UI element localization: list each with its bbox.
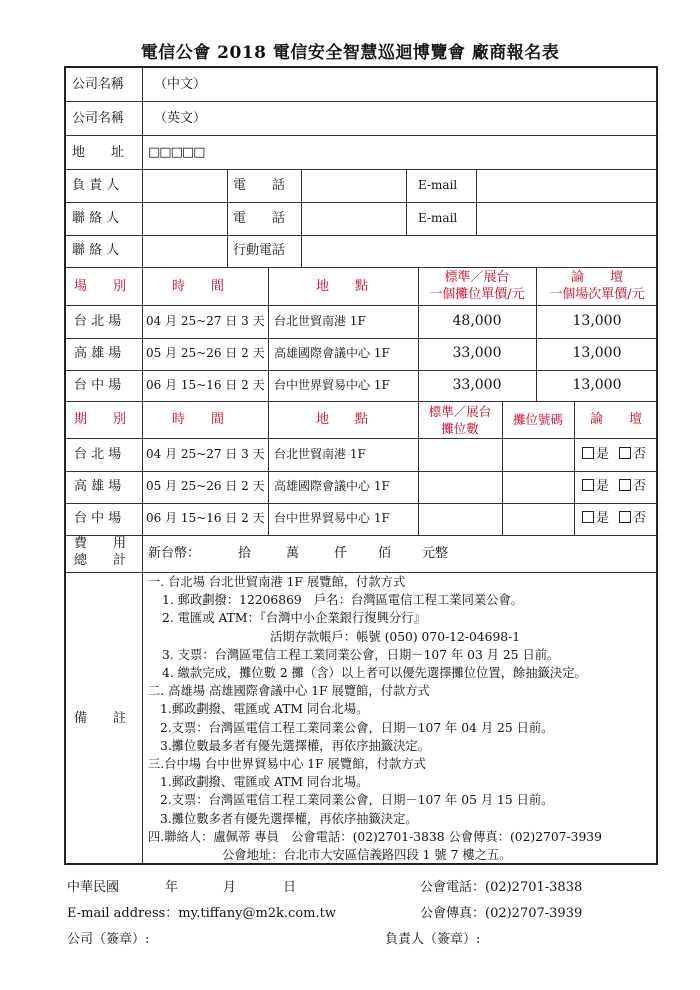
row-divider	[66, 101, 658, 102]
email-label-2: E-mail	[418, 211, 458, 225]
col-divider	[418, 267, 419, 535]
price-row-venue: 台 中 場	[74, 378, 122, 393]
booking-header-booth: 標準／展台	[428, 404, 492, 419]
price-header-place: 地 點	[316, 279, 369, 294]
price-header-forum: 論 壇	[570, 270, 623, 285]
month-label: 月	[223, 880, 237, 895]
price-row-place: 高雄國際會議中心 1F	[274, 346, 390, 360]
price-row-venue: 台 北 場	[74, 314, 122, 329]
unit-shi: 拾	[238, 546, 252, 561]
booking-header-forum: 論 壇	[589, 412, 642, 427]
note-line: 1.郵政劃撥、電匯或 ATM 同台北場。	[160, 702, 369, 717]
yes-label: 是	[596, 511, 610, 526]
currency-label: 新台幣：	[148, 546, 201, 561]
price-row-booth-price: 33,000	[452, 377, 502, 393]
notes-label: 備 註	[74, 711, 127, 726]
forum-choice	[582, 447, 646, 462]
row-divider	[66, 370, 658, 371]
note-line: 活期存款帳戶：帳號 (050) 070-12-04698-1	[270, 629, 521, 644]
no-label: 否	[633, 511, 647, 526]
row-divider	[66, 235, 658, 236]
note-line: 2.支票：台灣區電信工程工業同業公會，日期－107 年 05 月 15 日前。	[160, 793, 554, 808]
yes-checkbox[interactable]	[582, 447, 594, 459]
company-en-label: 公司名稱	[72, 111, 125, 126]
notes-content	[148, 573, 602, 864]
form-title: 電信公會 2018 電信安全智慧巡迴博覽會 廠商報名表	[140, 43, 560, 63]
yes-checkbox[interactable]	[582, 511, 594, 523]
no-checkbox[interactable]	[619, 447, 631, 459]
price-row-booth-price: 48,000	[452, 313, 502, 329]
price-header-time: 時 間	[172, 279, 225, 294]
note-line: 2.支票：台灣區電信工程工業同業公會，日期－107 年 04 月 25 日前。	[160, 720, 554, 735]
price-header-forum-unit: 一個場次單價/元	[549, 287, 645, 302]
row-divider	[66, 401, 658, 402]
note-line: 四.聯絡人：盧佩蒂 專員 公會電話：(02)2701-3838 公會傳真：(02)2707-3939	[148, 829, 602, 844]
email-label: E-mail	[418, 178, 458, 192]
note-line: 3.攤位數最多者有優先選擇權，再依序抽籤決定。	[160, 738, 430, 753]
yes-label: 是	[596, 479, 610, 494]
booking-header-booth-number: 攤位號碼	[512, 412, 563, 427]
note-line: 1.郵政劃撥、電匯或 ATM 同台北場。	[160, 775, 369, 790]
company-seal-label: 公司（簽章）:	[67, 932, 150, 947]
registration-form	[64, 66, 658, 865]
note-line: 1. 郵政劃撥：12206869 戶名：台灣區電信工程工業同業公會。	[162, 593, 524, 608]
roc-label: 中華民國	[67, 880, 120, 895]
association-fax: 公會傳真：(02)2707-3939	[420, 906, 583, 921]
col-divider	[227, 169, 228, 268]
row-divider	[66, 135, 658, 136]
no-checkbox[interactable]	[619, 511, 631, 523]
fee-label-top: 費 用	[74, 536, 127, 551]
note-line: 2. 電匯或 ATM：『台灣中小企業銀行復興分行』	[162, 611, 426, 626]
phone-label: 電 話	[233, 178, 286, 193]
note-line: 二. 高雄場 高雄國際會議中心 1F 展覽館，付款方式	[148, 684, 430, 699]
unit-bai: 佰	[378, 546, 392, 561]
no-checkbox[interactable]	[619, 479, 631, 491]
forum-choice	[582, 479, 646, 494]
row-divider	[66, 169, 658, 170]
booking-row-place: 台北世貿南港 1F	[274, 447, 366, 461]
row-divider	[66, 202, 658, 203]
booking-row-venue: 台 中 場	[74, 511, 122, 526]
col-divider	[268, 267, 269, 535]
booking-row-date: 06 月 15~16 日 2 天	[146, 511, 265, 525]
company-en-field[interactable]: （英文）	[154, 111, 207, 126]
booking-row-date: 04 月 25~27 日 3 天	[146, 447, 265, 461]
col-divider	[476, 169, 477, 235]
note-line: 4. 繳款完成，攤位數 2 攤（含）以上者可以優先選擇攤位位置，餘抽籤決定。	[162, 666, 587, 681]
year-label: 年	[165, 880, 179, 895]
unit-qian: 仟	[334, 546, 348, 561]
association-phone: 公會電話：(02)2701-3838	[420, 880, 583, 895]
note-line: 三.台中場 台中世界貿易中心 1F 展覽館，付款方式	[148, 757, 426, 772]
booking-header-time: 時 間	[172, 412, 225, 427]
booking-row-place: 高雄國際會議中心 1F	[274, 479, 390, 493]
booking-header-period: 期 別	[74, 412, 127, 427]
no-label: 否	[633, 479, 647, 494]
mobile-label: 行動電話	[233, 243, 286, 258]
forum-choice	[582, 511, 646, 526]
company-cn-field[interactable]: （中文）	[154, 77, 207, 92]
postal-code-boxes[interactable]: □□□□□	[148, 145, 205, 160]
price-row-date: 05 月 25~26 日 2 天	[146, 346, 265, 360]
price-row-forum-price: 13,000	[572, 377, 622, 393]
note-line: 3.攤位數多者有優先選擇權，再依序抽籤決定。	[160, 811, 418, 826]
price-row-venue: 高 雄 場	[74, 346, 122, 361]
row-divider	[66, 267, 658, 268]
note-line: 3. 支票：台灣區電信工程工業同業公會，日期－107 年 03 月 25 日前。	[162, 647, 560, 662]
owner-seal-label: 負責人（簽章）:	[385, 932, 481, 947]
unit-yuan: 元整	[422, 546, 449, 561]
price-row-date: 04 月 25~27 日 3 天	[146, 314, 265, 328]
price-row-place: 台中世界貿易中心 1F	[274, 378, 390, 392]
day-label: 日	[283, 880, 297, 895]
price-header-booth: 標準／展台	[444, 270, 510, 285]
booking-header-booth-count: 攤位數	[441, 421, 479, 436]
company-cn-label: 公司名稱	[72, 77, 125, 92]
col-divider	[406, 169, 407, 235]
price-row-forum-price: 13,000	[572, 345, 622, 361]
booking-header-place: 地 點	[316, 412, 369, 427]
no-label: 否	[633, 447, 647, 462]
yes-label: 是	[596, 447, 610, 462]
price-header-booth-unit: 一個攤位單價/元	[429, 287, 525, 302]
row-divider	[66, 338, 658, 339]
row-divider	[66, 535, 658, 536]
row-divider	[66, 438, 658, 439]
note-line: 公會地址：台北市大安區信義路四段 1 號 7 樓之五。	[222, 848, 512, 863]
booking-row-venue: 台 北 場	[74, 447, 122, 462]
price-row-date: 06 月 15~16 日 2 天	[146, 378, 265, 392]
col-divider	[301, 169, 302, 268]
owner-label: 負 責 人	[72, 178, 120, 193]
unit-wan: 萬	[286, 546, 300, 561]
note-line: 一. 台北場 台北世貿南港 1F 展覽館，付款方式	[148, 575, 406, 589]
contact-label-2: 聯 絡 人	[72, 243, 120, 258]
email-address: E-mail address：my.tiffany@m2k.com.tw	[67, 906, 336, 921]
price-row-booth-price: 33,000	[452, 345, 502, 361]
booking-row-venue: 高 雄 場	[74, 479, 122, 494]
fee-label-bottom: 總 計	[74, 553, 127, 568]
price-header-venue: 場 別	[74, 279, 127, 294]
row-divider	[66, 305, 658, 306]
price-row-forum-price: 13,000	[572, 313, 622, 329]
phone-label-2: 電 話	[233, 211, 286, 226]
yes-checkbox[interactable]	[582, 479, 594, 491]
booking-row-date: 05 月 25~26 日 2 天	[146, 479, 265, 493]
booking-row-place: 台中世界貿易中心 1F	[274, 511, 390, 525]
row-divider	[66, 503, 658, 504]
contact-label: 聯 絡 人	[72, 211, 120, 226]
col-divider	[142, 68, 143, 865]
row-divider	[66, 471, 658, 472]
address-label: 地 址	[72, 145, 125, 160]
price-row-place: 台北世貿南港 1F	[274, 314, 366, 328]
